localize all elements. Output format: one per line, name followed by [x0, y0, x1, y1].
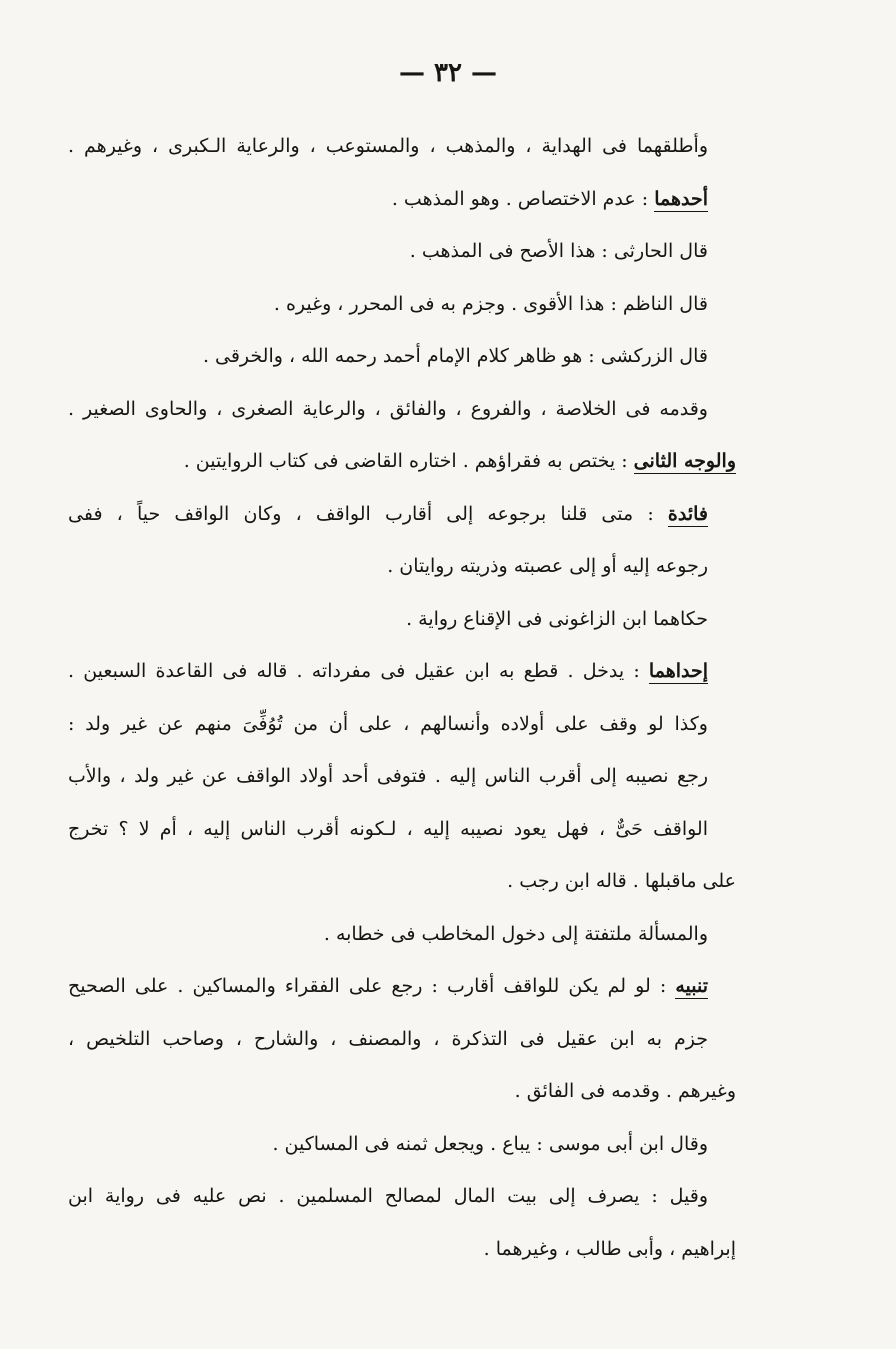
line-text: وكذا لو وقف على أولاده وأنسالهم ، على أن من تُوُفِّىَ منهم عن غير ولد :	[68, 712, 708, 735]
line-text: : لو لم يكن للواقف أقارب : رجع على الفقراء والمساكين . على الصحيح	[68, 975, 676, 997]
text-line	[68, 488, 708, 541]
text-line	[68, 120, 708, 173]
text-line	[108, 1065, 736, 1118]
text-line	[108, 540, 708, 593]
text-line	[108, 1118, 708, 1171]
line-text: قال الحارثى : هذا الأصح فى المذهب .	[409, 240, 708, 262]
text-line	[108, 225, 708, 278]
line-text: على ماقبلها . قاله ابن رجب .	[507, 870, 736, 892]
line-text: وقدمه فى الخلاصة ، والفروع ، والفائق ، والرعاية الصغرى ، والحاوى الصغير .	[68, 397, 708, 420]
text-line	[108, 1223, 736, 1276]
text-line	[68, 1170, 708, 1223]
text-line	[68, 1013, 708, 1066]
line-text: : يختص به فقراؤهم . اختاره القاضى فى كتاب الروايتين .	[183, 450, 634, 472]
section-lead: أحدهما	[654, 187, 708, 210]
line-text: وقال ابن أبى موسى : يباع . ويجعل ثمنه فى المساكين .	[272, 1132, 708, 1155]
page-number: — ٣٢ —	[398, 58, 498, 88]
line-text: إبراهيم ، وأبى طالب ، وغيرهما .	[483, 1237, 736, 1260]
text-line	[108, 330, 708, 383]
line-text: : متى قلنا برجوعه إلى أقارب الواقف ، وكان الواقف حياً ، ففى	[68, 502, 668, 525]
text-line	[68, 698, 708, 751]
text-line	[68, 803, 708, 856]
line-text: وغيرهم . وقدمه فى الفائق .	[514, 1080, 736, 1102]
line-text: الواقف حَىٌّ ، فهل يعود نصيبه إليه ، لـكونه أقرب الناس إليه ، أم لا ؟ تخرج	[68, 817, 708, 840]
text-line	[108, 855, 736, 908]
line-text: : عدم الاختصاص . وهو المذهب .	[391, 187, 655, 210]
text-line	[68, 645, 708, 698]
text-line	[108, 593, 708, 646]
body-text	[68, 120, 736, 1275]
line-text: رجوعه إليه أو إلى عصبته وذريته روايتان .	[387, 555, 708, 577]
text-line	[68, 750, 708, 803]
text-line	[108, 278, 708, 331]
line-text: والمسألة ملتفتة إلى دخول المخاطب فى خطابه .	[323, 922, 708, 945]
section-lead: تنبيه	[675, 975, 708, 997]
line-text: قال الناظم : هذا الأقوى . وجزم به فى المحرر ، وغيره .	[273, 292, 708, 315]
line-text: : يدخل . قطع به ابن عقيل فى مفرداته . قاله فى القاعدة السبعين .	[68, 660, 649, 682]
section-lead: والوجه الثانى	[633, 450, 736, 472]
section-lead: إحداهما	[648, 660, 708, 682]
line-text: وأطلقهما فى الهداية ، والمذهب ، والمستوعب ، والرعاية الـكبرى ، وغيرهم .	[68, 135, 708, 157]
text-line	[68, 960, 708, 1013]
section-lead: فائدة	[667, 502, 708, 525]
line-text: جزم به ابن عقيل فى التذكرة ، والمصنف ، والشارح ، وصاحب التلخيص ،	[68, 1027, 708, 1050]
line-text: وقيل : يصرف إلى بيت المال لمصالح المسلمين . نص عليه فى رواية ابن	[68, 1185, 708, 1207]
line-text: رجع نصيبه إلى أقرب الناس إليه . فتوفى أحد أولاد الواقف عن غير ولد ، والأب	[68, 765, 708, 787]
text-line	[108, 435, 736, 488]
text-line	[68, 383, 708, 436]
text-line	[108, 173, 708, 226]
line-text: حكاهما ابن الزاغونى فى الإقناع رواية .	[406, 607, 708, 630]
line-text: قال الزركشى : هو ظاهر كلام الإمام أحمد رحمه الله ، والخرقى .	[202, 345, 708, 367]
text-line	[108, 908, 708, 961]
